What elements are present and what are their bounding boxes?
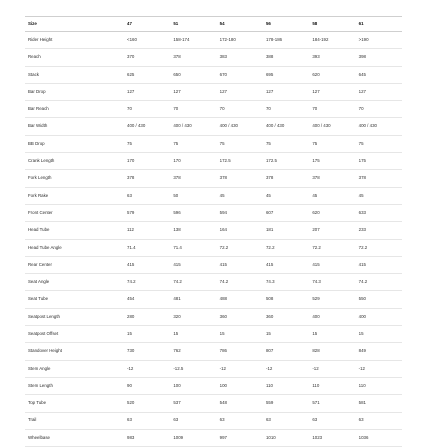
table-cell: 400 / 430	[263, 118, 309, 135]
table-cell: 983	[124, 429, 170, 446]
table-row	[25, 32, 402, 49]
table-cell: 786	[217, 343, 263, 360]
table-cell: 74.3	[263, 274, 309, 291]
table-cell: 807	[263, 343, 309, 360]
table-cell: 378	[170, 49, 216, 66]
table-row	[25, 291, 402, 308]
table-cell: 71.4	[124, 239, 170, 256]
table-cell: 172.5	[263, 153, 309, 170]
table-cell: 15	[124, 326, 170, 343]
table-cell: 378	[217, 170, 263, 187]
header-cell-size: Size	[25, 17, 124, 32]
table-cell: 63	[124, 187, 170, 204]
table-cell: 170	[124, 153, 170, 170]
table-row	[25, 274, 402, 291]
table-row	[25, 343, 402, 360]
table-cell: -12	[124, 360, 170, 377]
table-cell: 997	[217, 429, 263, 446]
table-row	[25, 308, 402, 325]
table-cell: 74.2	[124, 274, 170, 291]
table-cell: 127	[263, 83, 309, 100]
table-cell: 100	[217, 377, 263, 394]
table-cell: 378	[263, 170, 309, 187]
table-cell: 481	[170, 291, 216, 308]
row-label: Front Center	[25, 204, 124, 221]
table-cell: 670	[217, 66, 263, 83]
row-label: Fork Rake	[25, 187, 124, 204]
table-cell: 181	[263, 222, 309, 239]
table-cell: 400	[356, 308, 402, 325]
table-cell: 625	[124, 66, 170, 83]
table-cell: 607	[263, 204, 309, 221]
table-cell: 579	[124, 204, 170, 221]
table-cell: 184-192	[309, 32, 355, 49]
row-label: Rider Height	[25, 32, 124, 49]
geometry-table	[25, 16, 402, 447]
row-label: Top Tube	[25, 395, 124, 412]
table-cell: 178-186	[263, 32, 309, 49]
row-label: Crank Length	[25, 153, 124, 170]
header-cell-size-47: 47	[124, 17, 170, 32]
table-cell: 15	[263, 326, 309, 343]
table-cell: 175	[356, 153, 402, 170]
table-cell: 581	[356, 395, 402, 412]
table-cell: 75	[356, 135, 402, 152]
table-cell: 370	[124, 49, 170, 66]
table-cell: 75	[263, 135, 309, 152]
table-cell: 127	[170, 83, 216, 100]
table-row	[25, 49, 402, 66]
table-row	[25, 204, 402, 221]
table-cell: 138	[170, 222, 216, 239]
table-row	[25, 239, 402, 256]
row-label: Stem Length	[25, 377, 124, 394]
table-cell: 571	[309, 395, 355, 412]
table-cell: 74.2	[217, 274, 263, 291]
table-cell: 400 / 430	[217, 118, 263, 135]
table-cell: 400	[309, 308, 355, 325]
header-cell-size-56: 56	[263, 17, 309, 32]
table-cell: 110	[263, 377, 309, 394]
table-cell: 594	[217, 204, 263, 221]
table-cell: 828	[309, 343, 355, 360]
table-cell: 400 / 430	[124, 118, 170, 135]
table-cell: 400 / 430	[170, 118, 216, 135]
table-cell: 100	[170, 377, 216, 394]
table-row	[25, 256, 402, 273]
table-cell: 280	[124, 308, 170, 325]
header-row	[25, 17, 402, 32]
table-cell: 74.2	[356, 274, 402, 291]
table-row	[25, 360, 402, 377]
table-cell: 74.2	[170, 274, 216, 291]
geometry-table-container	[25, 16, 402, 447]
row-label: Stem Angle	[25, 360, 124, 377]
table-cell: 63	[170, 412, 216, 429]
table-cell: 112	[124, 222, 170, 239]
table-cell: 63	[309, 412, 355, 429]
table-row	[25, 101, 402, 118]
table-cell: 233	[356, 222, 402, 239]
table-cell: 398	[356, 49, 402, 66]
row-label: Seatpost Offset	[25, 326, 124, 343]
table-cell: 454	[124, 291, 170, 308]
table-cell: 415	[309, 256, 355, 273]
table-cell: 158-174	[170, 32, 216, 49]
table-cell: 63	[263, 412, 309, 429]
table-header	[25, 17, 402, 32]
table-row	[25, 66, 402, 83]
table-cell: 620	[309, 204, 355, 221]
table-cell: 695	[263, 66, 309, 83]
table-cell: -12	[309, 360, 355, 377]
table-cell: 378	[124, 170, 170, 187]
table-row	[25, 377, 402, 394]
table-cell: 537	[170, 395, 216, 412]
table-row	[25, 153, 402, 170]
table-cell: 75	[217, 135, 263, 152]
table-row	[25, 429, 402, 446]
table-cell: 45	[217, 187, 263, 204]
table-cell: 645	[356, 66, 402, 83]
table-row	[25, 326, 402, 343]
table-cell: 127	[217, 83, 263, 100]
row-label: Seat Tube	[25, 291, 124, 308]
row-label: Reach	[25, 49, 124, 66]
row-label: Fork Length	[25, 170, 124, 187]
row-label: Seatpost Length	[25, 308, 124, 325]
table-cell: -12.5	[170, 360, 216, 377]
row-label: Stack	[25, 66, 124, 83]
table-cell: 50	[170, 187, 216, 204]
table-cell: 90	[124, 377, 170, 394]
table-cell: 529	[309, 291, 355, 308]
table-cell: 360	[217, 308, 263, 325]
row-label: Bar Drop	[25, 83, 124, 100]
table-cell: 70	[217, 101, 263, 118]
table-cell: 559	[263, 395, 309, 412]
header-cell-size-61: 61	[356, 17, 402, 32]
table-cell: 172-180	[217, 32, 263, 49]
table-cell: 596	[170, 204, 216, 221]
table-cell: 1010	[263, 429, 309, 446]
table-cell: 520	[124, 395, 170, 412]
table-cell: 400 / 430	[356, 118, 402, 135]
table-cell: 164	[217, 222, 263, 239]
row-label: Trail	[25, 412, 124, 429]
table-cell: 75	[309, 135, 355, 152]
table-cell: 70	[263, 101, 309, 118]
table-cell: 71.4	[170, 239, 216, 256]
table-cell: 620	[309, 66, 355, 83]
table-cell: 15	[356, 326, 402, 343]
table-cell: -12	[263, 360, 309, 377]
table-cell: 170	[170, 153, 216, 170]
table-cell: 633	[356, 204, 402, 221]
table-row	[25, 395, 402, 412]
table-row	[25, 412, 402, 429]
table-row	[25, 135, 402, 152]
header-cell-size-58: 58	[309, 17, 355, 32]
row-label: Wheelbase	[25, 429, 124, 446]
table-cell: 110	[356, 377, 402, 394]
table-cell: 393	[309, 49, 355, 66]
row-label: Bar Reach	[25, 101, 124, 118]
row-label: Standover Height	[25, 343, 124, 360]
table-cell: 72.2	[217, 239, 263, 256]
row-label: Head Tube	[25, 222, 124, 239]
table-cell: 378	[309, 170, 355, 187]
table-cell: 508	[263, 291, 309, 308]
table-cell: 762	[170, 343, 216, 360]
table-cell: 72.2	[356, 239, 402, 256]
table-cell: 70	[309, 101, 355, 118]
table-cell: 70	[356, 101, 402, 118]
table-cell: 172.5	[217, 153, 263, 170]
table-cell: 175	[309, 153, 355, 170]
table-cell: 45	[356, 187, 402, 204]
table-row	[25, 170, 402, 187]
table-cell: 70	[124, 101, 170, 118]
table-cell: 378	[170, 170, 216, 187]
table-row	[25, 187, 402, 204]
table-cell: -12	[217, 360, 263, 377]
table-cell: 75	[170, 135, 216, 152]
table-row	[25, 118, 402, 135]
table-body	[25, 32, 402, 447]
table-cell: 1036	[356, 429, 402, 446]
table-cell: 415	[356, 256, 402, 273]
table-cell: 75	[124, 135, 170, 152]
table-cell: 127	[124, 83, 170, 100]
table-cell: 70	[170, 101, 216, 118]
table-cell: 488	[217, 291, 263, 308]
table-cell: 415	[263, 256, 309, 273]
table-cell: 1009	[170, 429, 216, 446]
table-cell: 650	[170, 66, 216, 83]
table-cell: 110	[309, 377, 355, 394]
table-cell: 207	[309, 222, 355, 239]
table-cell: <160	[124, 32, 170, 49]
table-cell: 63	[124, 412, 170, 429]
table-cell: 74.3	[309, 274, 355, 291]
table-cell: 63	[356, 412, 402, 429]
row-label: Rear Center	[25, 256, 124, 273]
row-label: Bar Width	[25, 118, 124, 135]
table-cell: 415	[217, 256, 263, 273]
table-cell: 72.2	[263, 239, 309, 256]
header-cell-size-51: 51	[170, 17, 216, 32]
table-cell: 415	[124, 256, 170, 273]
table-cell: 548	[217, 395, 263, 412]
table-cell: -12	[356, 360, 402, 377]
table-cell: 45	[263, 187, 309, 204]
table-cell: 15	[170, 326, 216, 343]
table-row	[25, 222, 402, 239]
row-label: BB Drop	[25, 135, 124, 152]
table-cell: 45	[309, 187, 355, 204]
table-cell: 127	[309, 83, 355, 100]
table-cell: 383	[217, 49, 263, 66]
table-cell: 388	[263, 49, 309, 66]
table-cell: 550	[356, 291, 402, 308]
table-cell: 415	[170, 256, 216, 273]
table-cell: 378	[356, 170, 402, 187]
row-label: Seat Angle	[25, 274, 124, 291]
table-cell: 320	[170, 308, 216, 325]
table-cell: 849	[356, 343, 402, 360]
table-cell: >190	[356, 32, 402, 49]
table-cell: 730	[124, 343, 170, 360]
table-cell: 15	[309, 326, 355, 343]
table-cell: 63	[217, 412, 263, 429]
table-cell: 1023	[309, 429, 355, 446]
row-label: Head Tube Angle	[25, 239, 124, 256]
header-cell-size-54: 54	[217, 17, 263, 32]
table-row	[25, 83, 402, 100]
table-cell: 127	[356, 83, 402, 100]
table-cell: 72.2	[309, 239, 355, 256]
table-cell: 360	[263, 308, 309, 325]
table-cell: 15	[217, 326, 263, 343]
table-cell: 400 / 430	[309, 118, 355, 135]
